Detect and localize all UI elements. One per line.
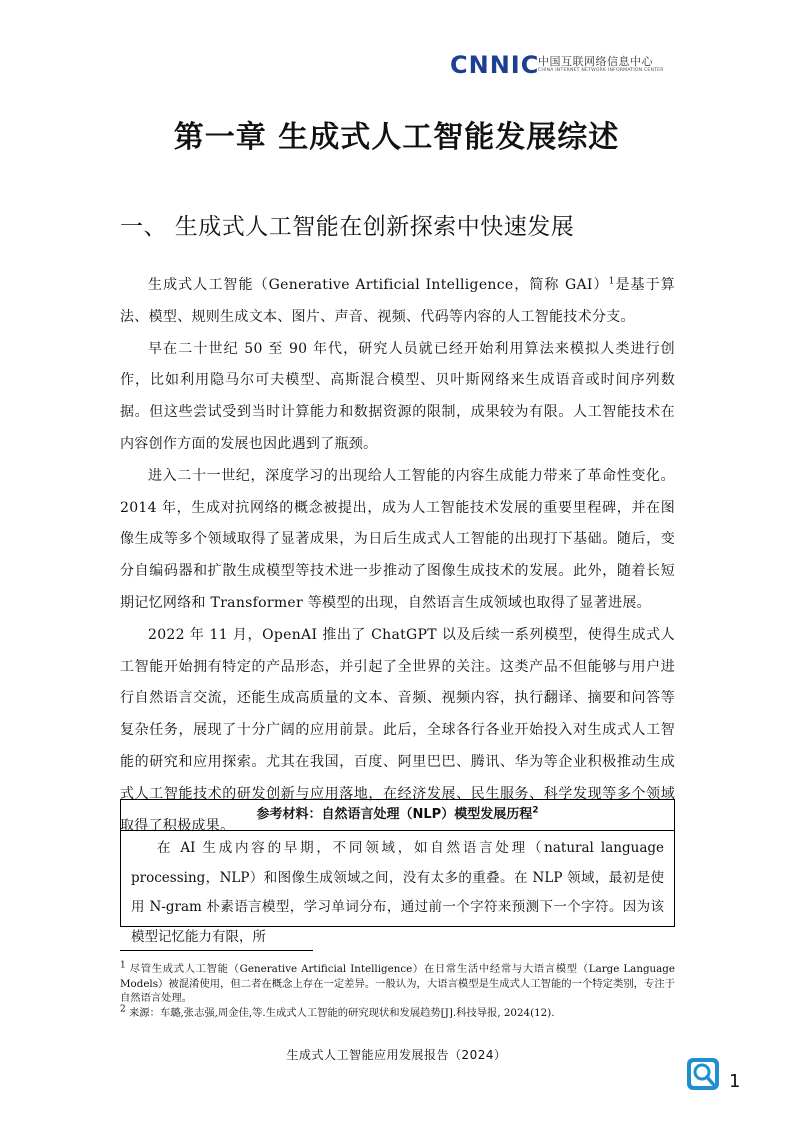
footnote-1-text: 尽管生成式人工智能（Generative Artificial Intelligence）在日常生活中经常与大语言模型（Large Language Models）被混淆使用，但二者在概念上存在一定差异。一般认为，大语言模型是生成式人工智能的一个特定类别，专注于自然语言处理。 xyxy=(120,963,675,1004)
footnote-1-mark: 1 xyxy=(120,960,126,971)
org-name-cn: 中国互联网络信息中心 xyxy=(538,55,653,68)
org-name-en: CHINA INTERNET NETWORK INFORMATION CENTER xyxy=(538,68,664,73)
footnote-2-mark: 2 xyxy=(120,1004,126,1015)
paragraph-3: 进入二十一世纪，深度学习的出现给人工智能的内容生成能力带来了革命性变化。2014 年，生成对抗网络的概念被提出，成为人工智能技术发展的重要里程碑，并在图像生成等多个领域取得了显著成果，为日后生成式人工智能的出现打下基础。随后，变分自编码器和扩散生成模型等技术进一步推动了图像生成技术的发展。此外，随着长短期记忆网络和 Transformer 等模型的出现，自然语言生成领域也取得了显著进展。 xyxy=(120,467,675,611)
footnote-divider xyxy=(120,950,313,951)
body-text xyxy=(120,270,675,842)
footnote-2-text: 来源：车璐,张志强,周金佳,等.生成式人工智能的研究现状和发展趋势[J].科技导报, 2024(12). xyxy=(129,1006,555,1019)
footer-report-title: 生成式人工智能应用发展报告（2024） xyxy=(286,1048,507,1062)
section-title: 一、 生成式人工智能在创新探索中快速发展 xyxy=(120,214,575,240)
paragraph-2: 早在二十世纪 50 至 90 年代，研究人员就已经开始利用算法来模拟人类进行创作，比如利用隐马尔可夫模型、高斯混合模型、贝叶斯网络来生成语音或时间序列数据。但这些尝试受到当时计算能力和数据资源的限制，成果较为有限。人工智能技术在内容创作方面的发展也因此遇到了瓶颈。 xyxy=(120,340,675,452)
footnote-1 xyxy=(120,962,675,1006)
footnote-2 xyxy=(120,1006,675,1021)
paragraph-1 xyxy=(120,270,675,334)
page-number: 1 xyxy=(729,1071,741,1092)
paragraph-4: 2022 年 11 月，OpenAI 推出了 ChatGPT 以及后续一系列模型，使得生成式人工智能开始拥有特定的产品形态，并引起了全世界的关注。这类产品不但能够与用户进行自然语言交流，还能生成高质量的文本、音频、视频内容，执行翻译、摘要和问答等复杂任务，展现了十分广阔的应用前景。此后，全球各行各业开始投入对生成式人工智能的研究和应用探索。尤其在我国，百度、阿里巴巴、腾讯、华为等企业积极推动生成式人工智能技术的研发创新与应用落地，在经济发展、民生服务、科学发现等多个领域取得了积极成果。 xyxy=(120,626,675,834)
footnotes xyxy=(120,962,675,1020)
chapter-title: 第一章 生成式人工智能发展综述 xyxy=(173,120,620,155)
footnote-ref-2[interactable]: 2 xyxy=(532,805,539,816)
p1-text-before: 生成式人工智能（Generative Artificial Intelligence，简称 GAI） xyxy=(148,277,609,293)
footnote-ref-1[interactable]: 1 xyxy=(608,276,615,287)
reference-body-text: 在 AI 生成内容的早期，不同领域，如自然语言处理（natural language processing，NLP）和图像生成领域之间，没有太多的重叠。在 NLP 领域，最初是使用 N-gram 朴素语言模型，学习单词分布，通过前一个字符来预测下一个字符。因为该模型记忆能力有限，所 xyxy=(131,840,664,945)
header-logo xyxy=(450,50,676,80)
magnifier-report-icon xyxy=(686,1057,720,1091)
reference-box-body xyxy=(121,831,674,952)
reference-box-title xyxy=(121,800,674,831)
p1-text-after: 是基于算法、模型、规则生成文本、图片、声音、视频、代码等内容的人工智能技术分支。 xyxy=(120,277,675,325)
reference-box xyxy=(120,799,675,945)
cnnic-logo-mark: CNNIC xyxy=(450,51,540,79)
reference-title-text: 参考材料：自然语言处理（NLP）模型发展历程 xyxy=(256,807,533,822)
